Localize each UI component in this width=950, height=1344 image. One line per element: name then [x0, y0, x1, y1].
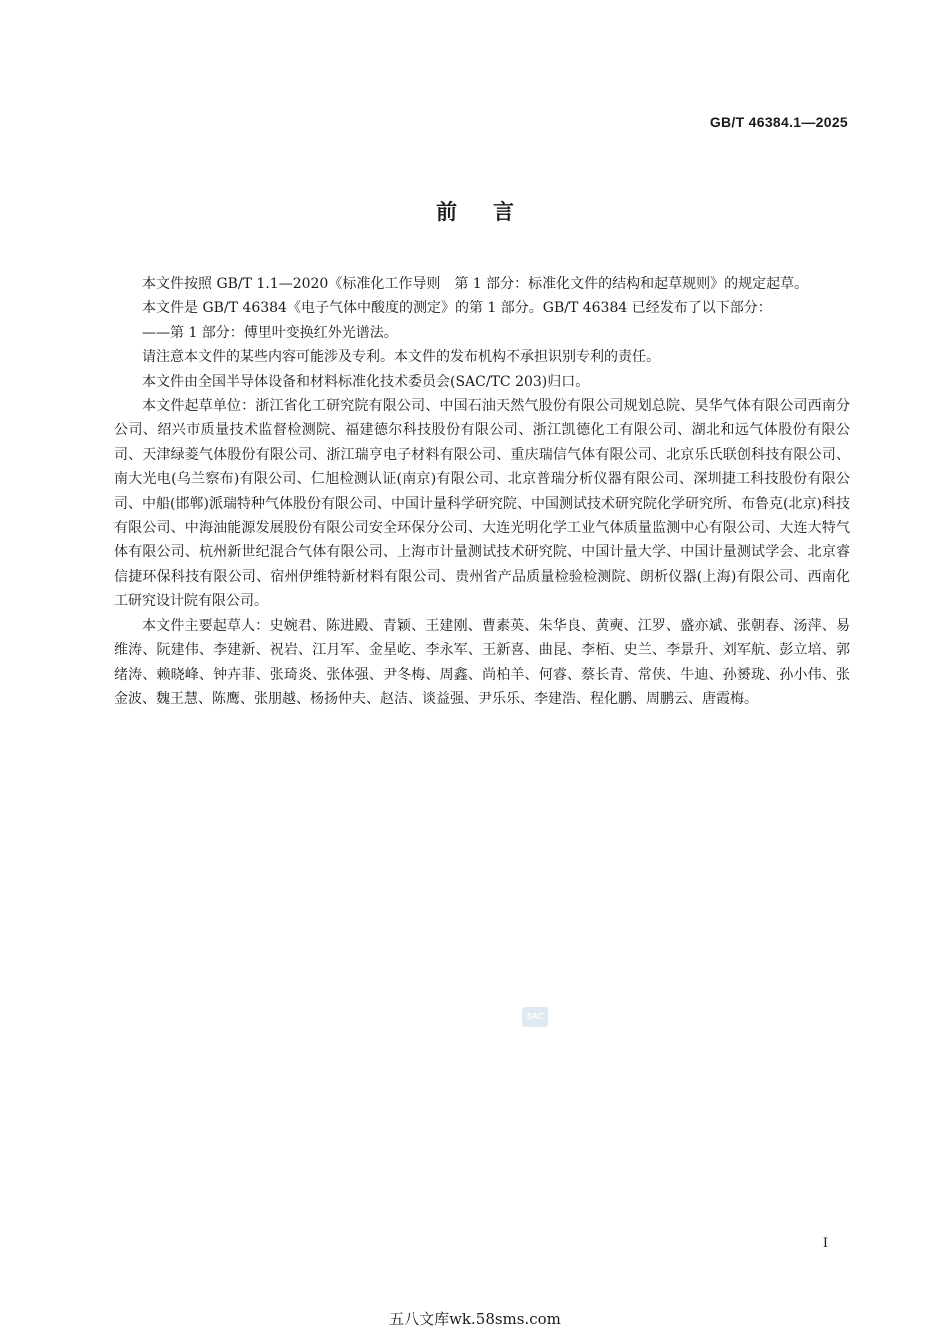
preface-body: [114, 272, 850, 711]
paragraph-part-info: 本文件是 GB/T 46384《电子气体中酸度的测定》的第 1 部分。GB/T 46384 已经发布了以下部分：: [142, 300, 772, 317]
page-number: I: [822, 1236, 828, 1251]
paragraph-committee: 本文件由全国半导体设备和材料标准化技术委员会(SAC/TC 203)归口。: [142, 373, 590, 390]
paragraph-drafters: 本文件主要起草人：史婉君、陈进殿、青颖、王建刚、曹素英、朱华良、黄奭、江罗、盛亦斌、张朝春、汤萍、易维涛、阮建伟、李建新、祝岩、江月军、金星屹、李永军、王新喜、曲昆、李栢、史兰、李景升、刘军航、彭立培、郭绪涛、赖晓峰、钟卉菲、张琦炎、张体强、尹冬梅、周鑫、尚柏羊、何睿、蔡长青、常侠、牛迪、孙赟珑、孙小伟、张金波、魏王慧、陈鹰、张朋越、杨扬仲夫、赵洁、谈益强、尹乐乐、李建浩、程化鹏、周鹏云、唐霞梅。: [114, 617, 850, 707]
paragraph-patent-notice: 请注意本文件的某些内容可能涉及专利。本文件的发布机构不承担识别专利的责任。: [142, 349, 660, 366]
paragraph-part-list: ——第 1 部分：傅里叶变换红外光谱法。: [142, 324, 398, 341]
standard-code: GB/T 46384.1—2025: [709, 114, 848, 130]
sac-logo-watermark: SAC: [522, 1007, 548, 1027]
paragraph-drafting-rules: 本文件按照 GB/T 1.1—2020《标准化工作导则 第 1 部分：标准化文件的结构和起草规则》的规定起草。: [142, 276, 809, 292]
page-title: 前言: [436, 200, 550, 224]
paragraph-drafting-units: 本文件起草单位：浙江省化工研究院有限公司、中国石油天然气股份有限公司规划总院、昊华气体有限公司西南分公司、绍兴市质量技术监督检测院、福建德尔科技股份有限公司、浙江凯德化工有限公司、湖北和远气体股份有限公司、天津绿菱气体股份有限公司、浙江瑞亨电子材料有限公司、重庆瑞信气体有限公司、北京乐氏联创科技有限公司、南大光电(乌兰察布)有限公司、仁旭检测认证(南京)有限公司、北京普瑞分析仪器有限公司、深圳捷工科技股份有限公司、中船(邯郸)派瑞特种气体股份有限公司、中国计量科学研究院、中国测试技术研究院化学研究所、布鲁克(北京)科技有限公司、中海油能源发展股份有限公司安全环保分公司、大连光明化学工业气体质量监测中心有限公司、大连大特气体有限公司、杭州新世纪混合气体有限公司、上海市计量测试技术研究院、中国计量大学、中国计量测试学会、北京睿信捷环保科技有限公司、宿州伊维特新材料有限公司、贵州省产品质量检验检测院、朗析仪器(上海)有限公司、西南化工研究设计院有限公司。: [114, 398, 850, 610]
footer-site-text: 五八文库wk.58sms.com: [389, 1310, 561, 1328]
